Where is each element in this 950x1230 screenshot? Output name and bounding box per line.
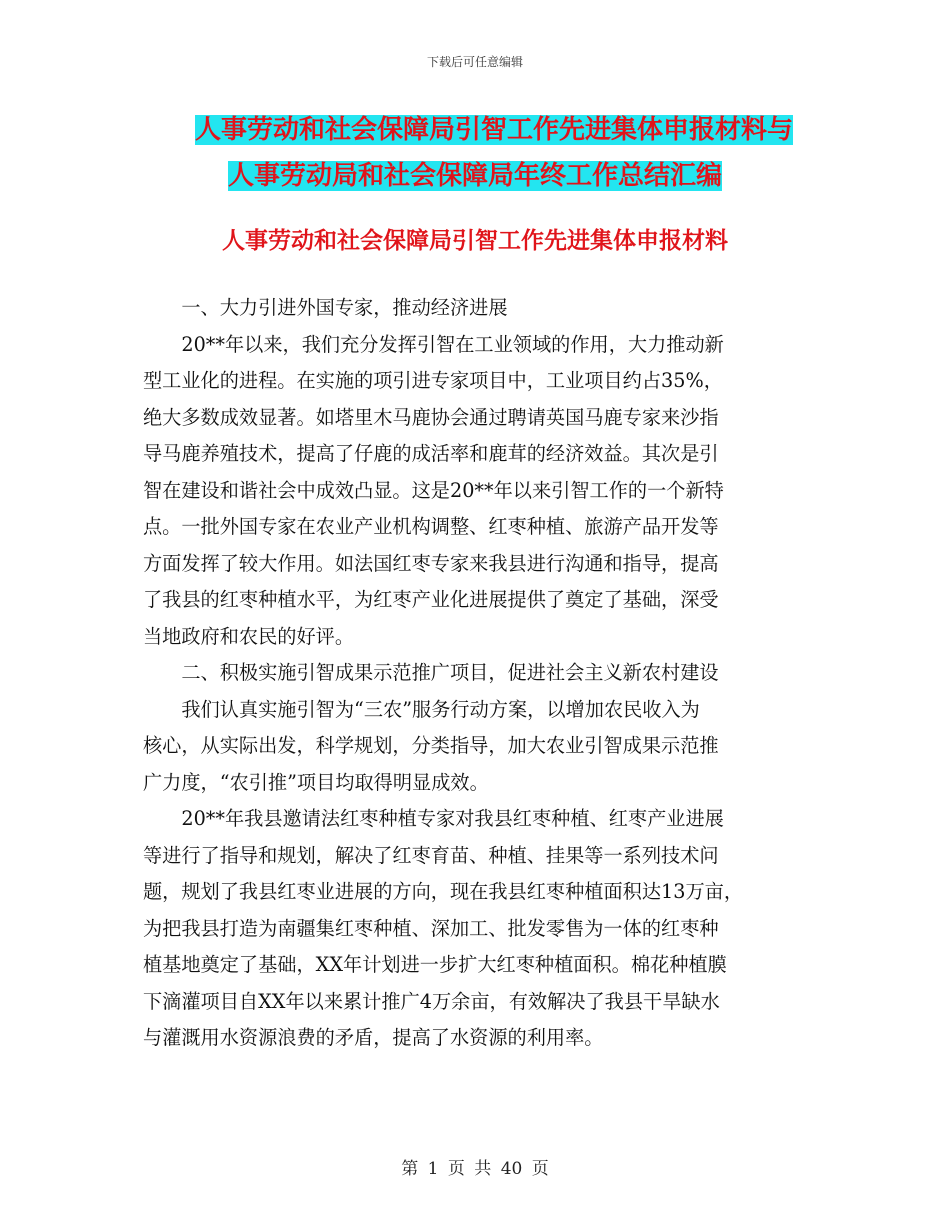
paragraph-line: 绝大多数成效显著。如塔里木马鹿协会通过聘请英国马鹿专家来沙指 [143, 405, 719, 429]
body-text [143, 290, 823, 1057]
paragraph-line: 核心，从实际出发，科学规划，分类指导，加大农业引智成果示范推 [143, 734, 719, 757]
paragraph-line: 了我县的红枣种植水平，为红枣产业化进展提供了奠定了基础，深受 [143, 588, 719, 611]
heading-1: 一、大力引进外国专家，推动经济进展 [143, 296, 508, 319]
paragraph-line: 当地政府和农民的好评。 [143, 624, 355, 648]
section-title: 人事劳动和社会保障局引智工作先进集体申报材料 [222, 227, 728, 254]
paragraph-line: 型工业化的进程。在实施的项引进专家项目中，工业项目约占35%， [143, 369, 723, 392]
paragraph-line: 20**年以来，我们充分发挥引智在工业领域的作用，大力推动新 [143, 332, 724, 356]
document-title-line-1: 人事劳动和社会保障局引智工作先进集体申报材料与 [194, 115, 793, 145]
paragraph-line: 广力度，“农引推”项目均取得明显成效。 [143, 770, 489, 794]
paragraph-line: 方面发挥了较大作用。如法国红枣专家来我县进行沟通和指导，提高 [143, 551, 719, 575]
paragraph-line: 等进行了指导和规划，解决了红枣育苗、种植、挂果等一系列技术问 [143, 843, 719, 867]
paragraph-line: 智在建设和谐社会中成效凸显。这是20**年以来引智工作的一个新特 [143, 478, 724, 502]
paragraph-line: 我们认真实施引智为“三农”服务行动方案，以增加农民收入为 [143, 697, 700, 721]
paragraph-line: 点。一批外国专家在农业产业机构调整、红枣种植、旅游产品开发等 [143, 515, 719, 538]
document-title-line-2: 人事劳动局和社会保障局年终工作总结汇编 [227, 161, 722, 191]
paragraph-line: 为把我县打造为南疆集红枣种植、深加工、批发零售为一体的红枣种 [143, 916, 719, 940]
paragraph-line: 与灌溉用水资源浪费的矛盾，提高了水资源的利用率。 [143, 1026, 604, 1049]
page-number: 第 1 页 共 40 页 [401, 1159, 549, 1179]
paragraph-line: 导马鹿养殖技术，提高了仔鹿的成活率和鹿茸的经济效益。其次是引 [143, 442, 719, 465]
paragraph-line: 20**年我县邀请法红枣种植专家对我县红枣种植、红枣产业进展 [143, 807, 724, 830]
header-note: 下载后可任意编辑 [426, 55, 523, 69]
heading-2: 二、积极实施引智成果示范推广项目，促进社会主义新农村建设 [143, 661, 719, 684]
paragraph-line: 题，规划了我县红枣业进展的方向，现在我县红枣种植面积达13万亩， [143, 880, 744, 903]
paragraph-line: 下滴灌项目自XX年以来累计推广4万余亩，有效解决了我县干旱缺水 [143, 989, 720, 1013]
paragraph-line: 植基地奠定了基础，XX年计划进一步扩大红枣种植面积。棉花种植膜 [143, 953, 727, 976]
